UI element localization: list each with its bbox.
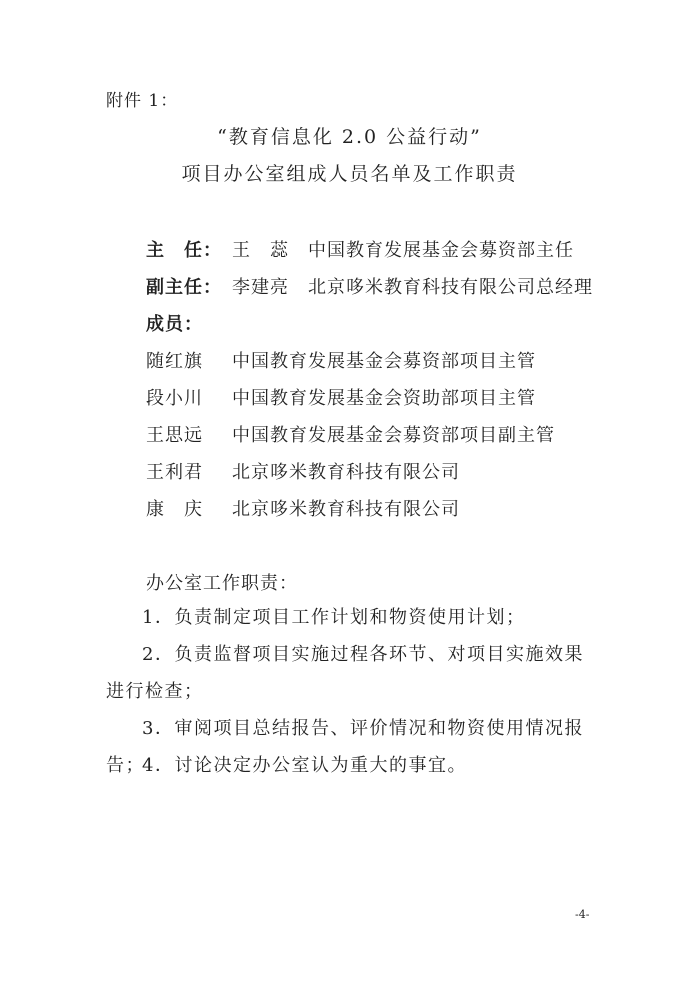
duty-item: 3．审阅项目总结报告、评价情况和物资使用情况报告； — [106, 718, 584, 776]
member-org: 中国教育发展基金会资助部项目主管 — [232, 388, 536, 409]
duty-item: 1．负责制定项目工作计划和物资使用计划； — [142, 607, 526, 628]
leader-org: 北京哆米教育科技有限公司总经理 — [308, 277, 593, 298]
member-name: 康 庆 — [146, 499, 203, 520]
member-row — [146, 495, 460, 521]
member-name: 随红旗 — [146, 351, 203, 372]
member-row — [146, 458, 460, 484]
attachment-label: 附件 1： — [106, 91, 179, 111]
member-name: 段小川 — [146, 388, 203, 409]
page-number: -4- — [575, 908, 590, 921]
members-label: 成员： — [146, 314, 203, 335]
member-org: 北京哆米教育科技有限公司 — [232, 462, 460, 483]
member-row — [146, 421, 555, 447]
member-org: 北京哆米教育科技有限公司 — [232, 499, 460, 520]
leader-name: 王 蕊 — [232, 240, 289, 261]
leader-role: 副主任： — [146, 277, 222, 298]
member-name: 王利君 — [146, 462, 203, 483]
leader-name: 李建亮 — [232, 277, 289, 298]
duties-heading: 办公室工作职责： — [146, 573, 298, 594]
member-name: 王思远 — [146, 425, 203, 446]
duty-item: 4．讨论决定办公室认为重大的事宜。 — [142, 755, 467, 776]
member-row — [146, 347, 536, 373]
leader-row-deputy — [146, 273, 593, 299]
document-subtitle: 项目办公室组成人员名单及工作职责 — [181, 163, 518, 185]
document-title: “教育信息化 2.0 公益行动” — [217, 126, 482, 148]
member-org: 中国教育发展基金会募资部项目主管 — [232, 351, 536, 372]
member-org: 中国教育发展基金会募资部项目副主管 — [232, 425, 555, 446]
members-label-row — [146, 310, 232, 336]
member-row — [146, 384, 536, 410]
duty-item: 2．负责监督项目实施过程各环节、对项目实施效果进行检查； — [106, 644, 584, 702]
leader-row-director — [146, 236, 574, 262]
leader-role: 主 任： — [146, 240, 222, 261]
leader-org: 中国教育发展基金会募资部主任 — [308, 240, 574, 261]
